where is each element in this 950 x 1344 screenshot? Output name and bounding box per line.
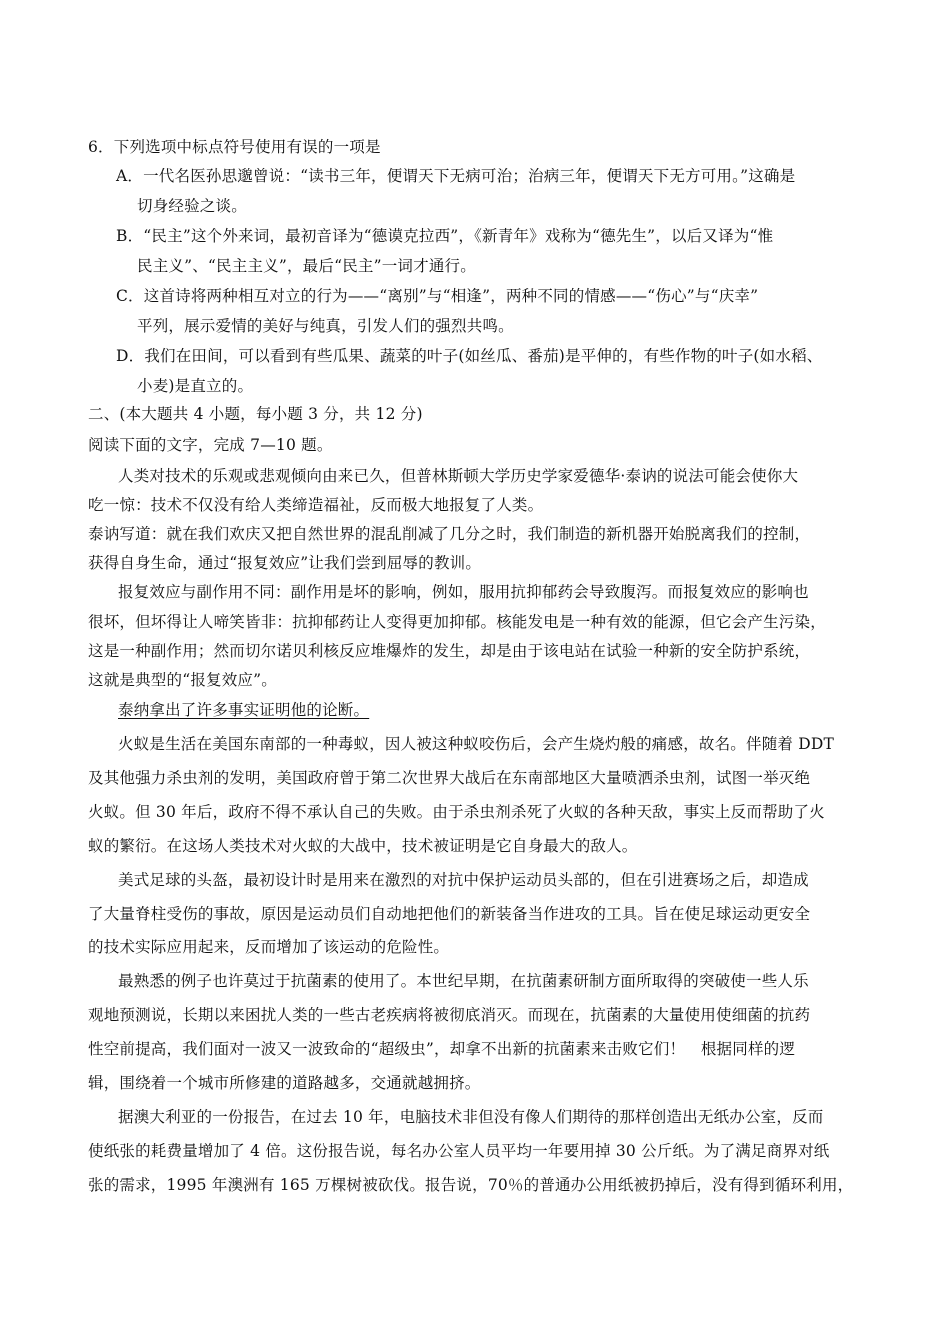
option-b-line-1: B．“民主”这个外来词，最初音译为“德谟克拉西”，《新青年》戏称为“德先生”，以后又译为“惟	[116, 227, 774, 245]
passage-line: 这是一种副作用；然而切尔诺贝利核反应堆爆炸的发生，却是由于该电站在试验一种新的安全防护系统，	[88, 642, 811, 660]
passage-line: 蚁的繁衍。在这场人类技术对火蚁的大战中，技术被证明是它自身最大的敌人。	[88, 837, 638, 855]
passage-line: 获得自身生命，通过“报复效应”让我们尝到屈辱的教训。	[88, 554, 482, 572]
passage-line: 的技术实际应用起来，反而增加了该运动的危险性。	[88, 938, 450, 956]
passage-line: 使纸张的耗费量增加了 4 倍。这份报告说，每名办公室人员平均一年要用掉 30 公斤纸。为了满足商界对纸	[88, 1142, 830, 1160]
option-c-line-2: 平列，展示爱情的美好与纯真，引发人们的强烈共鸣。	[137, 317, 514, 335]
option-d-line-1: D．我们在田间，可以看到有些瓜果、蔬菜的叶子(如丝瓜、番茄)是平伸的，有些作物的叶子(如水稻、	[116, 347, 823, 365]
passage-line: 最熟悉的例子也许莫过于抗菌素的使用了。本世纪早期，在抗菌素研制方面所取得的突破使一些人乐	[118, 972, 809, 990]
passage-line: 报复效应与副作用不同：副作用是坏的影响，例如，服用抗抑郁药会导致腹泻。而报复效应的影响也	[118, 583, 809, 601]
option-d-line-2: 小麦)是直立的。	[137, 377, 254, 395]
passage-line: 观地预测说，长期以来困扰人类的一些古老疾病将被彻底消灭。而现在，抗菌素的大量使用使细菌的抗药	[88, 1006, 811, 1024]
passage-line: 及其他强力杀虫剂的发明，美国政府曾于第二次世界大战后在东南部地区大量喷洒杀虫剂，试图一举灭绝	[88, 769, 811, 787]
section-heading: 二、(本大题共 4 小题，每小题 3 分，共 12 分)	[88, 405, 423, 423]
passage-line: 很坏，但坏得让人啼笑皆非：抗抑郁药让人变得更加抑郁。核能发电是一种有效的能源，但它会产生污染，	[88, 613, 826, 631]
passage-line: 了大量脊柱受伤的事故，原因是运动员们自动地把他们的新装备当作进攻的工具。旨在使足球运动更安全	[88, 905, 811, 923]
passage-line: 张的需求，1995 年澳洲有 165 万棵树被砍伐。报告说，70％的普通办公用纸被扔掉后，没有得到循环利用，	[88, 1176, 854, 1194]
passage-line: 泰讷写道：就在我们欢庆又把自然世界的混乱削减了几分之时，我们制造的新机器开始脱离我们的控制，	[88, 525, 811, 543]
passage-line: 人类对技术的乐观或悲观倾向由来已久，但普林斯顿大学历史学家爱德华·泰讷的说法可能会使你大	[118, 467, 799, 485]
question-6-stem: 6．下列选项中标点符号使用有误的一项是	[88, 138, 381, 156]
passage-line: 辑，围绕着一个城市所修建的道路越多，交通就越拥挤。	[88, 1074, 481, 1092]
option-b-line-2: 民主义”、“民主主义”，最后“民主”一词才通行。	[137, 257, 476, 275]
passage-line: 据澳大利亚的一份报告，在过去 10 年，电脑技术非但没有像人们期待的那样创造出无纸办公室，反而	[118, 1108, 824, 1126]
option-c-line-1: C．这首诗将两种相互对立的行为——“离别”与“相逢”，两种不同的情感——“伤心”与“庆幸”	[116, 287, 759, 305]
passage-line: 美式足球的头盔，最初设计时是用来在激烈的对抗中保护运动员头部的，但在引进赛场之后，却造成	[118, 871, 809, 889]
option-a-line-2: 切身经验之谈。	[137, 197, 247, 215]
passage-line: 吃一惊：技术不仅没有给人类缔造福祉，反而极大地报复了人类。	[88, 496, 544, 514]
option-a-line-1: A．一代名医孙思邈曾说：“读书三年，便谓天下无病可治；治病三年，便谓天下无方可用。”这确是	[116, 167, 796, 185]
passage-line: 火蚁。但 30 年后，政府不得不承认自己的失败。由于杀虫剂杀死了火蚁的各种天敌，事实上反而帮助了火	[88, 803, 825, 821]
underlined-claim: 泰纳拿出了许多事实证明他的论断。	[118, 701, 370, 719]
passage-line: 火蚁是生活在美国东南部的一种毒蚁，因人被这种蚁咬伤后，会产生烧灼般的痛感，故名。伴随着 DDT	[118, 735, 835, 753]
passage-line: 这就是典型的“报复效应”。	[88, 671, 277, 689]
passage-line: 性空前提高，我们面对一波又一波致命的“超级虫”，却拿不出新的抗菌素来击败它们！ 根据同样的逻	[88, 1040, 796, 1058]
section-instruction: 阅读下面的文字，完成 7—10 题。	[88, 436, 333, 454]
